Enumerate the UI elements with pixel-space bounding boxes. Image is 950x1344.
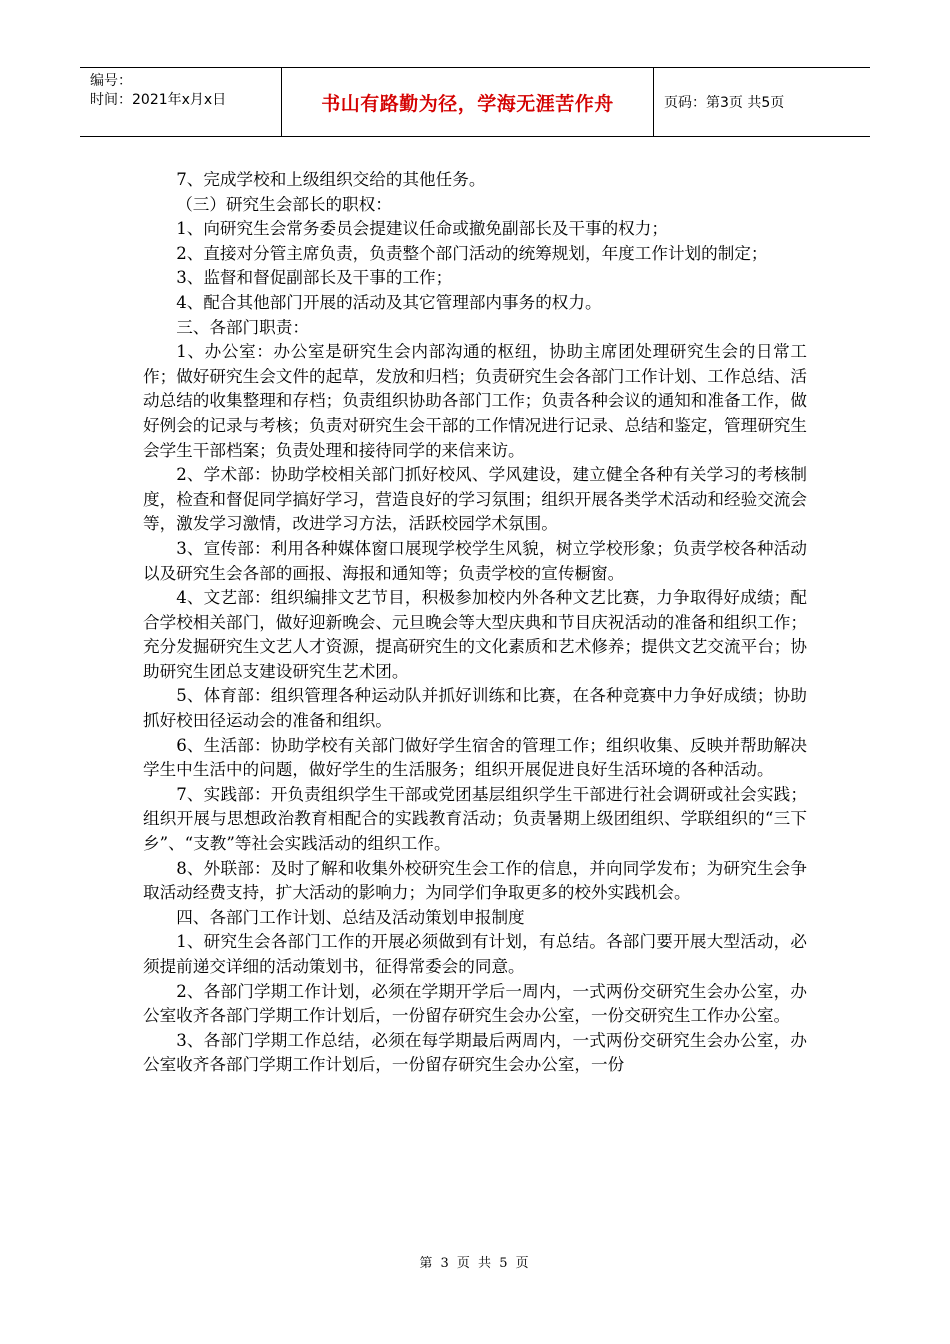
- header-motto: 书山有路勤为径，学海无涯苦作舟: [282, 68, 654, 136]
- paragraph: 3、监督和督促副部长及干事的工作；: [176, 268, 453, 288]
- header-page-info: 页码：第3页 共5页: [664, 95, 785, 111]
- code-label: 编号：: [90, 73, 132, 89]
- paragraph: 3、各部门学期工作总结，必须在每学期最后两周内，一式两份交研究生会办公室，办公室收齐各部门学期工作计划后，一份留存研究生会办公室，一份: [143, 1030, 807, 1075]
- time-label: 时间：2021年x月x日: [90, 92, 227, 108]
- paragraph: 1、研究生会各部门工作的开展必须做到有计划，有总结。各部门要开展大型活动，必须提前递交详细的活动策划书，征得常委会的同意。: [143, 932, 807, 976]
- document-body: [143, 168, 807, 1078]
- paragraph: 8、外联部：及时了解和收集外校研究生会工作的信息，并向同学发布；为研究生会争取活动经费支持，扩大活动的影响力；为同学们争取更多的校外实践机会。: [143, 858, 807, 903]
- paragraph: 1、向研究生会常务委员会提建议任命或撤免副部长及干事的权力；: [176, 219, 668, 239]
- header-meta: [80, 68, 282, 136]
- paragraph: 2、学术部：协助学校相关部门抓好校风、学风建设，建立健全各种有关学习的考核制度，检查和督促同学搞好学习，营造良好的学习氛围；组织开展各类学术活动和经验交流会等，激发学习激情，改进学习方法，活跃校园学术氛围。: [143, 465, 807, 534]
- section-heading: 四、各部门工作计划、总结及活动策划申报制度: [176, 907, 525, 927]
- paragraph: 3、宣传部：利用各种媒体窗口展现学校学生风貌，树立学校形象；负责学校各种活动以及研究生会各部的画报、海报和通知等；负责学校的宣传橱窗。: [143, 538, 807, 583]
- paragraph: 1、办公室：办公室是研究生会内部沟通的枢纽，协助主席团处理研究生会的日常工作；做好研究生会文件的起草，发放和归档；负责研究生会各部门工作计划、工作总结、活动总结的收集整理和存档；负责组织协助各部门工作；负责各种会议的通知和准备工作，做好例会的记录与考核；负责对研究生会干部的工作情况进行记录、总结和鉴定，管理研究生会学生干部档案；负责处理和接待同学的来信来访。: [143, 342, 807, 460]
- section-heading: 三、各部门职责：: [176, 317, 309, 337]
- paragraph: 4、配合其他部门开展的活动及其它管理部内事务的权力。: [176, 292, 602, 312]
- header-table: [80, 67, 870, 137]
- paragraph: 7、完成学校和上级组织交给的其他任务。: [176, 170, 486, 189]
- paragraph: 7、实践部：开负责组织学生干部或党团基层组织学生干部进行社会调研或社会实践；组织开展与思想政治教育相配合的实践教育活动；负责暑期上级团组织、学联组织的“三下乡”、“支教”等社会实践活动的组织工作。: [143, 784, 807, 854]
- page-footer: 第 3 页 共 5 页: [419, 1256, 531, 1271]
- paragraph: 6、生活部：协助学校有关部门做好学生宿舍的管理工作；组织收集、反映并帮助解决学生中生活中的问题，做好学生的生活服务；组织开展促进良好生活环境的各种活动。: [143, 735, 807, 780]
- paragraph: 2、直接对分管主席负责，负责整个部门活动的统筹规划，年度工作计划的制定；: [176, 243, 768, 263]
- paragraph: （三）研究生会部长的职权：: [176, 194, 392, 214]
- paragraph: 4、文艺部：组织编排文艺节目，积极参加校内外各种文艺比赛，力争取得好成绩；配合学校相关部门，做好迎新晚会、元旦晚会等大型庆典和节目庆祝活动的准备和组织工作；充分发掘研究生文艺人才资源，提高研究生的文化素质和艺术修养；提供文艺交流平台；协助研究生团总支建设研究生艺术团。: [143, 588, 807, 681]
- paragraph: 5、体育部：组织管理各种运动队并抓好训练和比赛，在各种竞赛中力争好成绩；协助抓好校田径运动会的准备和组织。: [143, 686, 807, 731]
- paragraph: 2、各部门学期工作计划，必须在学期开学后一周内，一式两份交研究生会办公室，办公室收齐各部门学期工作计划后，一份留存研究生会办公室，一份交研究生工作办公室。: [143, 981, 807, 1026]
